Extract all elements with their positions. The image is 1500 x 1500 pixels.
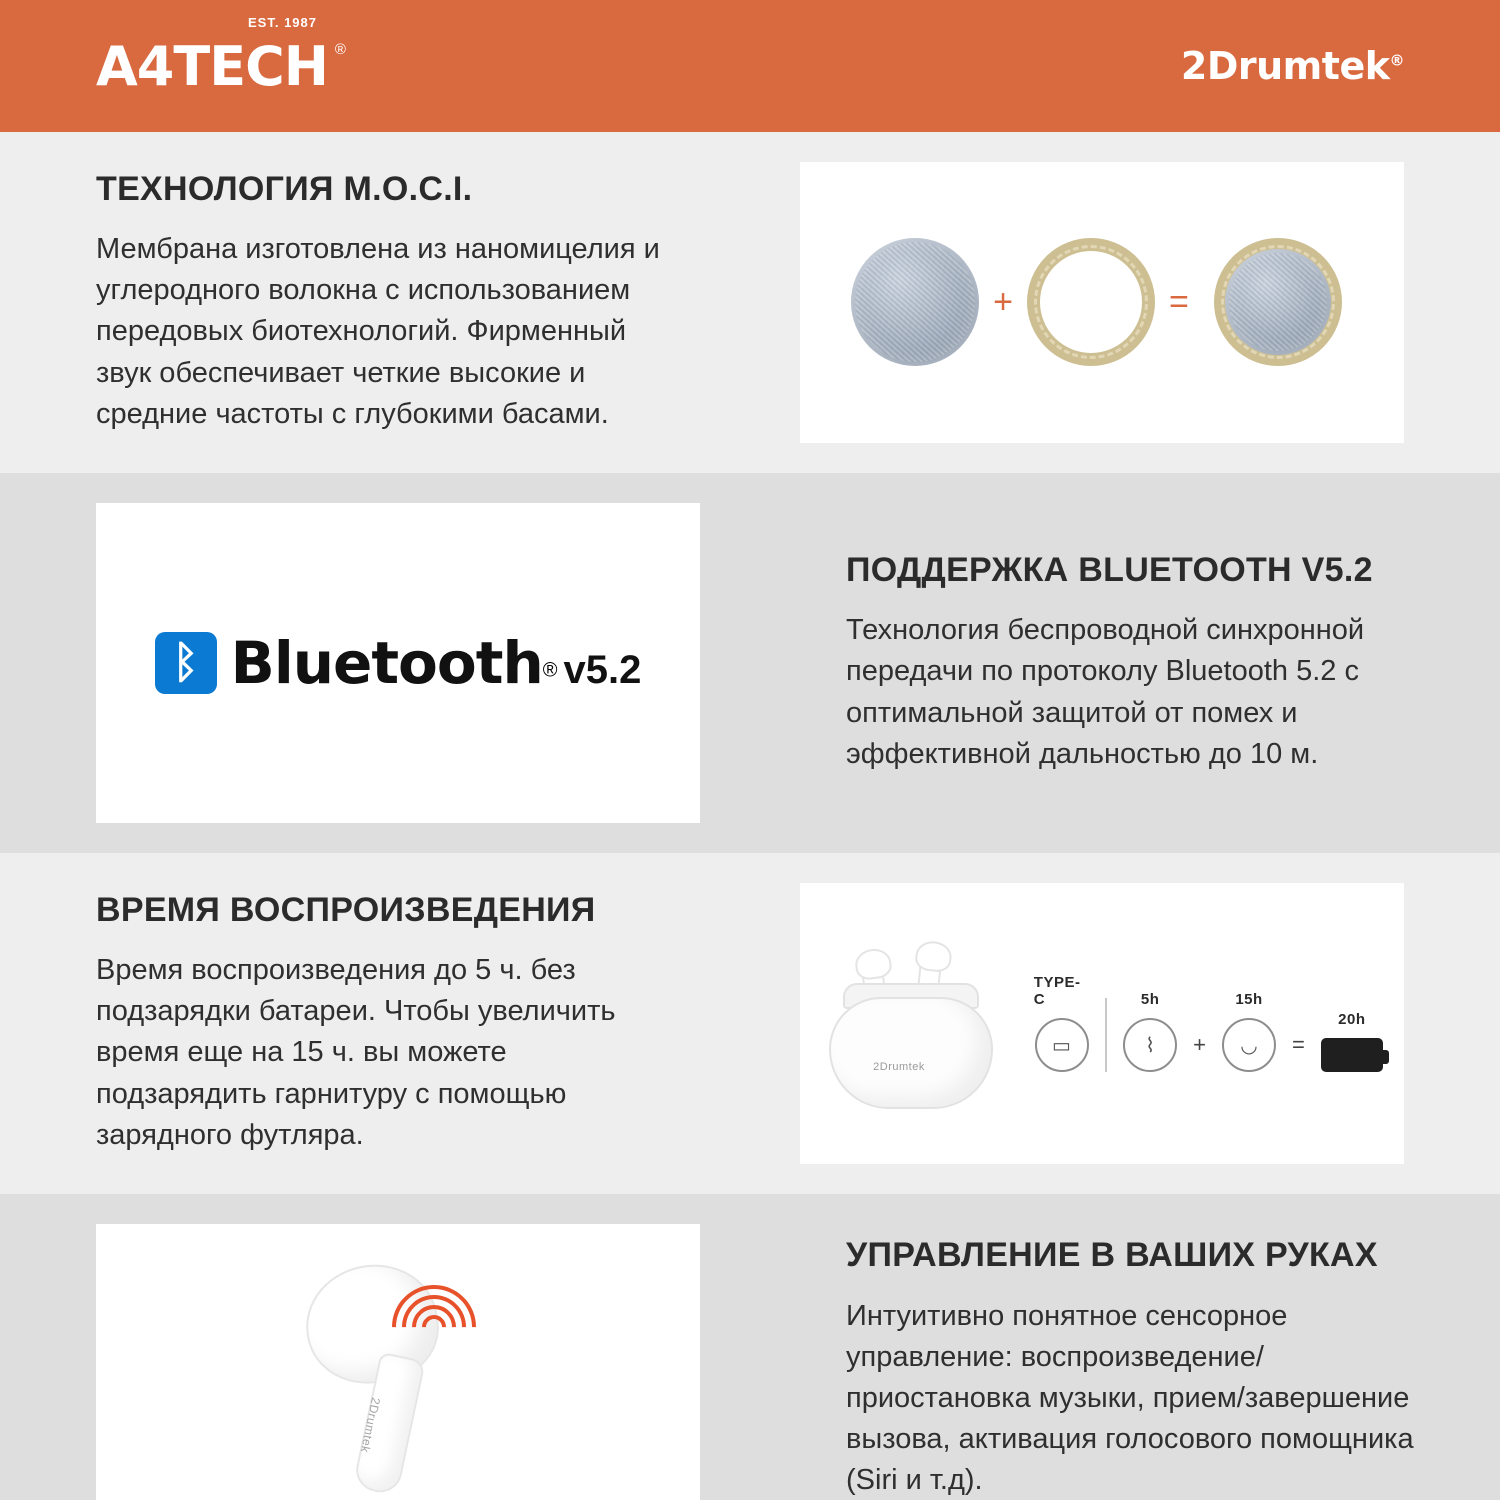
section-playtime-body: Время воспроизведения до 5 ч. без подзарядки батареи. Чтобы увеличить время еще на 15 ч. вы можете подзарядить гарнитуру с помощью зарядного футляра. (96, 954, 616, 1151)
usb-c-icon: ▭ (1035, 1018, 1089, 1072)
section-playtime-image-cell (750, 853, 1500, 1194)
section-moci-image-cell (750, 132, 1500, 473)
equals-symbol: = (1292, 1032, 1305, 1058)
earbuds-hours-label: 5h (1140, 991, 1160, 1009)
section-bluetooth (0, 473, 1500, 853)
registered-mark-icon: ® (1389, 51, 1404, 70)
case-hours-label: 15h (1235, 991, 1263, 1009)
section-moci-text (0, 132, 750, 473)
section-touch-control (0, 1194, 1500, 1500)
section-bluetooth-text (750, 473, 1500, 853)
type-c-label: TYPE-C (1033, 974, 1081, 1009)
section-playtime-text (0, 853, 750, 1194)
battery-spec-diagram (1034, 974, 1383, 1072)
section-playtime-title: ВРЕМЯ ВОСПРОИЗВЕДЕНИЯ (96, 890, 596, 929)
drumtek-logo-text: 2Drumtek (1180, 44, 1390, 88)
carbon-fiber-ring-icon (1027, 238, 1155, 366)
bud-logo-text: 2Drumtek (357, 1396, 384, 1454)
a4tech-est-label: EST. 1987 (248, 14, 317, 30)
equals-symbol: = (1169, 282, 1189, 321)
registered-mark-icon: ® (334, 40, 346, 58)
battery-icon (1321, 1038, 1383, 1072)
section-playtime (0, 853, 1500, 1194)
section-moci-title: ТЕХНОЛОГИЯ M.O.C.I. (96, 170, 473, 208)
section-moci-body: Мембрана изготовлена из наномицелия и углеродного волокна с использованием передовых биотехнологий. Фирменный звук обеспечивает четкие высокие и средние частоты с глубокими басами. (96, 233, 660, 430)
membrane-diagram (800, 162, 1404, 443)
a4tech-logo (96, 14, 346, 98)
touch-gesture-icon (396, 1289, 472, 1365)
registered-mark-icon: ® (542, 659, 558, 682)
divider (1105, 998, 1107, 1072)
bluetooth-icon: ᛒ (155, 632, 217, 694)
touch-control-image (96, 1224, 700, 1500)
bluetooth-wordmark: Bluetooth (230, 628, 543, 697)
combined-membrane-icon (1203, 227, 1353, 377)
earbud-icon: ⌇ (1123, 1018, 1177, 1072)
section-bluetooth-image-cell (0, 473, 750, 853)
nanomycelium-disc-icon (851, 238, 979, 366)
section-touch-title: УПРАВЛЕНИЕ В ВАШИХ РУКАХ (846, 1236, 1378, 1275)
section-touch-image-cell (0, 1194, 750, 1500)
charging-case-icon (821, 937, 1000, 1109)
plus-symbol: + (1193, 1032, 1206, 1058)
case-logo-text: 2Drumtek (873, 1061, 925, 1074)
a4tech-logo-text: A4TECH (96, 34, 328, 98)
total-hours-label: 20h (1338, 1011, 1366, 1029)
drumtek-logo (1181, 44, 1404, 88)
bluetooth-logo-box (96, 503, 700, 823)
bluetooth-version-label: v5.2 (563, 647, 642, 692)
plus-symbol: + (993, 282, 1013, 321)
section-touch-text (750, 1194, 1500, 1500)
page-header (0, 0, 1500, 132)
section-touch-body: Интуитивно понятное сенсорное управление: воспроизведение/приостановка музыки, прием/завершение вызова, активация голосового помощника (Siri и т.д). (846, 1299, 1414, 1497)
section-bluetooth-body: Технология беспроводной синхронной передачи по протоколу Bluetooth 5.2 с оптимальной защитой от помех и эффективной дальностью до 10 м. (846, 614, 1365, 770)
section-moci (0, 132, 1500, 473)
section-bluetooth-title: ПОДДЕРЖКА BLUETOOTH V5.2 (846, 551, 1373, 590)
case-icon: ◡ (1222, 1018, 1276, 1072)
charging-case-diagram (800, 883, 1404, 1164)
